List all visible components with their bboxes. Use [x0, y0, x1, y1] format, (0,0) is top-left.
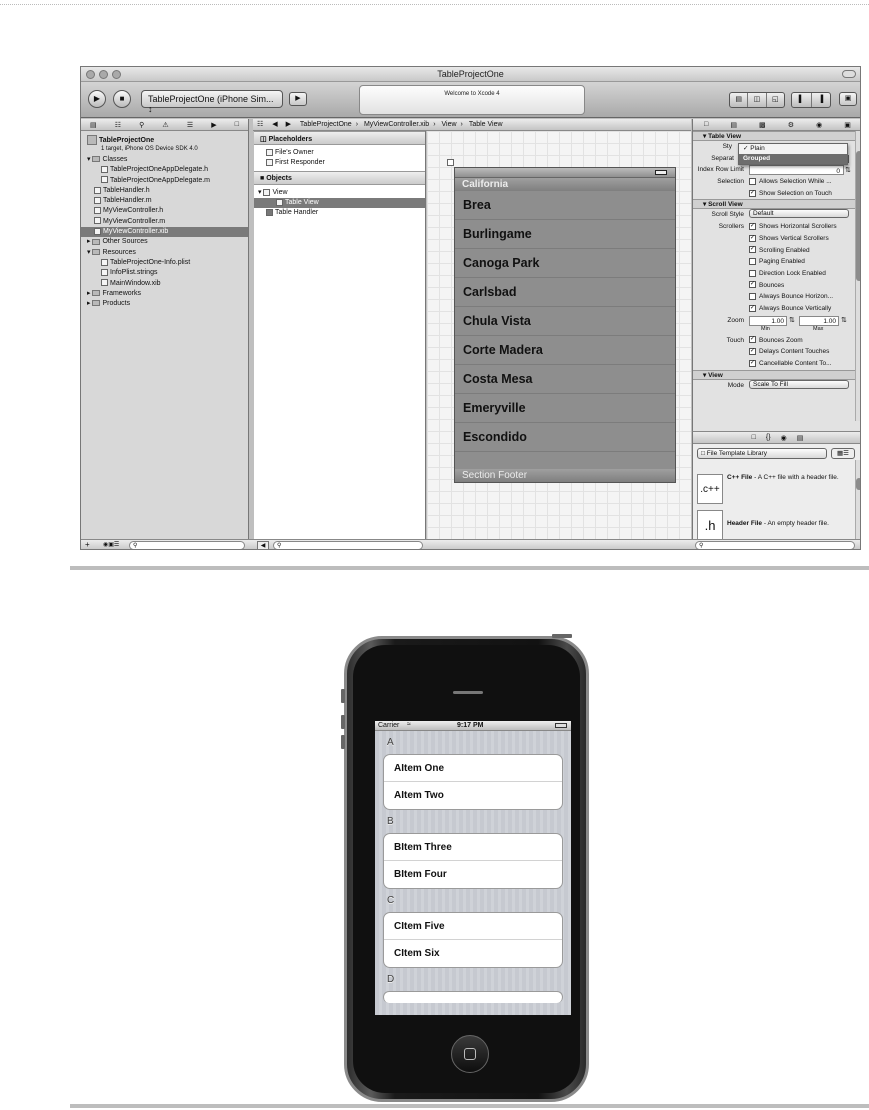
section-header: B [387, 816, 394, 827]
table-view-section-header[interactable]: ▾ Table View [693, 131, 861, 141]
table-cell[interactable]: BItem Three [384, 834, 562, 861]
view-label: View [272, 189, 288, 196]
library-scrollbar[interactable] [855, 460, 861, 540]
add-file-icon[interactable]: + [85, 540, 90, 549]
disclosure-triangle-icon[interactable]: ▾ [87, 248, 93, 256]
outline-toggle-icon[interactable]: ◀ [257, 541, 269, 550]
index-row-limit-row [693, 164, 861, 176]
navigator-selector-bar [81, 119, 248, 131]
top-dotted-border [0, 4, 869, 5]
scroll-style-value: Default [753, 210, 774, 218]
navigator-item[interactable] [81, 248, 248, 258]
preview-table-cell[interactable]: Escondido [455, 423, 675, 452]
delays-content-touches-checkbox[interactable] [749, 346, 829, 358]
placeholders-header [254, 131, 425, 145]
inspector-scrollbar[interactable] [855, 131, 861, 421]
touch-row-3 [693, 358, 861, 370]
navigator-item[interactable] [81, 227, 248, 237]
navigator-item[interactable] [81, 299, 248, 309]
zoom-label: Zoom [727, 316, 744, 324]
table-cell[interactable]: AItem One [384, 755, 562, 782]
scroll-view-section-title: Scroll View [708, 201, 743, 209]
file-icon [94, 187, 101, 194]
search-icon: ⚲ [277, 543, 282, 549]
navigator-item[interactable] [81, 279, 248, 289]
navigator-item[interactable] [81, 268, 248, 278]
scroll-option-label: Scrolling Enabled [759, 246, 810, 254]
debug-navigator-icon[interactable]: ☰ [186, 121, 194, 129]
scroll-option-label: Bounces [759, 281, 785, 289]
scroll-option-checkbox[interactable] [749, 256, 805, 268]
section-header: C [387, 895, 395, 906]
navigator-toggle-icon[interactable]: ▌ [792, 93, 812, 107]
preview-table-cell[interactable]: Costa Mesa [455, 365, 675, 394]
window-title: TableProjectOne [437, 69, 504, 79]
zoom-min-caption: Min [761, 325, 770, 332]
preview-table-cell[interactable]: Emeryville [455, 394, 675, 423]
cpp-file-icon: .c++ [697, 474, 723, 504]
checkbox-icon [749, 270, 756, 277]
view-section-header[interactable]: ▾ View [693, 370, 861, 380]
checkbox-checked-icon: ✓ [750, 189, 756, 196]
file-icon [94, 207, 101, 214]
scroll-option-checkbox[interactable] [749, 280, 784, 292]
home-button-square-icon [464, 1048, 476, 1060]
breakpoint-navigator-icon[interactable]: ▶ [211, 121, 217, 129]
scroll-option-row [693, 268, 861, 280]
view-section-title: View [708, 371, 723, 379]
checkbox-checked-icon: ✓ [750, 234, 756, 241]
checkbox-checked-icon: ✓ [750, 359, 756, 366]
folder-icon [92, 156, 100, 162]
scroll-option-checkbox[interactable] [749, 291, 833, 303]
identity-inspector-icon[interactable]: ▩ [759, 121, 766, 129]
document-outline [254, 131, 426, 539]
toolbar-toggle-button[interactable] [842, 70, 856, 78]
mode-dropdown[interactable] [749, 380, 849, 389]
library-type-value: File Template Library [706, 450, 767, 457]
navigator-item[interactable] [81, 196, 248, 206]
navigator-item[interactable] [81, 206, 248, 216]
bounces-zoom-label: Bounces Zoom [759, 336, 803, 344]
version-editor-icon[interactable]: ◱ [772, 96, 779, 103]
scroll-style-dropdown[interactable] [749, 209, 849, 218]
navigator-item-label: TableProjectOne-Info.plist [110, 258, 191, 266]
bottom-divider [70, 1104, 869, 1108]
preview-section-header: California [455, 178, 675, 191]
preview-table-cell[interactable]: Canoga Park [455, 249, 675, 278]
file-icon [101, 176, 108, 183]
scroll-option-checkbox[interactable] [749, 245, 810, 257]
file-icon [101, 166, 108, 173]
zoom-max-stepper[interactable]: ⇅ [841, 316, 847, 324]
standard-editor-icon[interactable]: ▤ [730, 93, 748, 107]
table-group [383, 754, 563, 810]
style-label: Sty [722, 143, 732, 150]
navigator-item-label: TableProjectOneAppDelegate.m [110, 176, 211, 184]
navigator-item-label: Other Sources [102, 238, 148, 246]
media-library-icon[interactable]: ▤ [796, 434, 804, 442]
mode-row [693, 380, 861, 392]
attributes-inspector-icon[interactable]: ⚙ [787, 121, 795, 129]
touch-label: Touch [726, 336, 744, 344]
scroll-option-checkbox[interactable] [749, 221, 837, 233]
files-owner-label: File's Owner [275, 149, 314, 156]
quick-help-icon[interactable]: ▤ [730, 121, 737, 129]
ringer-switch [341, 689, 345, 703]
organizer-button[interactable]: ▣ [839, 92, 857, 106]
disclosure-triangle-icon[interactable]: ▾ [87, 156, 93, 163]
status-time: 9:17 PM [457, 722, 484, 729]
objects-title: Objects [266, 175, 292, 182]
scrollers-label: Scrollers [718, 223, 744, 231]
navigator-item-label: Frameworks [102, 289, 141, 297]
library-type-icon: □ [701, 450, 707, 457]
file-inspector-icon[interactable]: □ [704, 121, 709, 128]
disclosure-triangle-icon[interactable]: ▸ [87, 300, 93, 308]
library-filter-input[interactable] [695, 541, 855, 550]
navigator-item-label: InfoPlist.strings [110, 269, 158, 277]
outline-row-files-owner[interactable] [254, 148, 425, 158]
outline-row-table-view[interactable] [254, 198, 425, 208]
cancellable-content-touches-checkbox[interactable] [749, 358, 832, 370]
view-toggle-segment[interactable] [791, 92, 831, 108]
jump-bar: ☷ ◀ ▶ TableProjectOne › MyViewController.xib › View › Table View [253, 119, 691, 131]
preview-table-cell[interactable]: Carlsbad [455, 278, 675, 307]
activity-viewer: Welcome to Xcode 4 [359, 85, 585, 115]
touch-row-2 [693, 346, 861, 358]
separator-label: Separat [711, 154, 734, 162]
bottom-bar [81, 539, 860, 550]
view-icon [263, 189, 270, 196]
object-library-icon[interactable]: ◉ [780, 434, 787, 442]
jumpbar-item-project[interactable]: TableProjectOne [299, 121, 352, 128]
table-cell[interactable]: CItem Five [384, 913, 562, 940]
library-scroll-thumb[interactable] [856, 478, 861, 490]
style-popup-menu[interactable] [738, 143, 848, 165]
title-bar [81, 67, 860, 82]
project-navigator-icon[interactable]: ▤ [90, 121, 97, 129]
navigator-filter-input[interactable] [129, 541, 245, 550]
file-tree [81, 131, 248, 311]
library-item-header[interactable] [697, 510, 857, 540]
home-button [451, 1035, 489, 1073]
folder-icon [92, 239, 100, 245]
library-type-dropdown[interactable] [697, 448, 827, 459]
objects-header [254, 171, 425, 185]
back-arrow-icon[interactable]: ◀ [272, 121, 278, 128]
navigator-item[interactable] [81, 258, 248, 268]
navigator-item-label: TableHandler.m [103, 197, 152, 205]
selection-label: Selection [717, 178, 744, 186]
checkbox-icon [749, 178, 756, 185]
scroll-option-label: Always Bounce Horizon... [759, 293, 834, 301]
checkbox-icon [749, 258, 756, 265]
scroll-option-label: Always Bounce Vertically [759, 304, 832, 312]
preview-table-cell[interactable]: Corte Madera [455, 336, 675, 365]
inspector-scroll-thumb[interactable] [856, 151, 861, 281]
table-cell[interactable]: AItem Two [394, 790, 444, 801]
checkbox-checked-icon: ✓ [750, 304, 756, 311]
table-view-preview[interactable] [454, 167, 676, 483]
scroll-option-checkbox[interactable] [749, 233, 829, 245]
table-handler-label: Table Handler [275, 209, 319, 216]
library-item-cpp[interactable] [697, 474, 857, 504]
code-snippet-library-icon[interactable]: {} [765, 434, 771, 441]
related-files-icon[interactable]: ☷ [257, 121, 264, 128]
table-view-section-title: Table View [708, 133, 742, 140]
index-row-limit-stepper[interactable]: ⇅ [845, 167, 851, 175]
stop-button[interactable]: ■ [113, 90, 131, 108]
scroll-option-row [693, 303, 861, 315]
battery-icon [655, 170, 667, 175]
outline-filter-input[interactable] [273, 541, 423, 550]
table-cell[interactable]: CItem Six [394, 948, 440, 959]
bounces-zoom-checkbox[interactable] [749, 335, 803, 347]
zoom-row [693, 315, 861, 335]
disclosure-triangle-icon[interactable]: ▸ [87, 289, 93, 297]
show-selection-label: Show Selection on Touch [759, 189, 832, 197]
show-selection-checkbox[interactable] [749, 188, 832, 200]
navigator-item[interactable] [81, 165, 248, 175]
navigator-item-label: MyViewController.h [103, 207, 164, 215]
table-cell[interactable]: BItem Four [394, 869, 447, 880]
toolbar [81, 82, 860, 118]
navigator-item[interactable] [81, 289, 248, 299]
ib-canvas[interactable] [427, 131, 691, 539]
checkbox-icon [749, 293, 756, 300]
editor-mode-segment[interactable] [729, 92, 785, 108]
scroll-style-label: Scroll Style [711, 211, 744, 219]
battery-icon [555, 723, 567, 728]
grouped-table-view[interactable] [375, 731, 571, 1003]
index-row-limit-label: Index Row Limit [697, 166, 744, 174]
navigator-item[interactable] [81, 176, 248, 186]
project-icon [87, 135, 97, 145]
preview-table-cell[interactable]: Burlingame [455, 220, 675, 249]
log-navigator-icon[interactable]: □ [234, 121, 239, 128]
xcode-window [80, 66, 861, 550]
table-group [383, 991, 563, 1003]
scroll-option-row [693, 280, 861, 292]
first-responder-icon [266, 159, 273, 166]
mode-label: Mode [727, 381, 744, 389]
navigator-item[interactable] [81, 217, 248, 227]
scheme-selector[interactable]: TableProjectOne (iPhone Sim... ↕ [141, 90, 283, 108]
scroll-option-label: Paging Enabled [759, 258, 805, 266]
navigator-item-label: TableProjectOneAppDelegate.h [110, 166, 209, 174]
preview-status-bar [455, 168, 675, 178]
size-inspector-icon[interactable]: ◉ [816, 121, 823, 129]
preview-section-footer: Section Footer [455, 469, 675, 482]
table-view-icon [276, 199, 283, 206]
checkbox-checked-icon: ✓ [750, 222, 756, 229]
allows-selection-label: Allows Selection While ... [759, 178, 832, 186]
symbol-navigator-icon[interactable]: ☷ [114, 121, 122, 129]
navigator-item[interactable] [81, 186, 248, 196]
header-file-title: Header File [727, 520, 763, 527]
disclosure-triangle-icon[interactable]: ▾ [258, 189, 264, 196]
issue-navigator-icon[interactable]: ⚠ [162, 121, 169, 129]
jumpbar-item-file[interactable]: MyViewController.xib [363, 121, 430, 128]
scroll-option-label: Direction Lock Enabled [759, 269, 826, 277]
scroll-option-checkbox[interactable] [749, 303, 831, 315]
outline-row-first-responder[interactable] [254, 158, 425, 168]
search-icon: ⚲ [699, 543, 704, 549]
navigator-item-label: Classes [102, 156, 128, 163]
touch-row-1 [693, 335, 861, 347]
filter-options-icon[interactable]: ◉▣☰ [103, 542, 120, 548]
file-icon [94, 217, 101, 224]
zoom-min-stepper[interactable]: ⇅ [789, 316, 795, 324]
delays-content-touches-label: Delays Content Touches [759, 348, 830, 356]
selection-row [693, 176, 861, 188]
navigator-item[interactable] [81, 155, 248, 165]
preview-rows [455, 191, 675, 452]
run-button[interactable]: ▶ [88, 90, 106, 108]
preview-table-cell[interactable]: Chula Vista [455, 307, 675, 336]
header-file-icon: .h [697, 510, 723, 540]
folder-icon [92, 300, 100, 306]
library-pane [692, 431, 861, 550]
project-navigator [81, 119, 249, 539]
show-selection-row [693, 188, 861, 200]
objects-icon: ■ [260, 175, 267, 182]
cpp-file-title: C++ File [727, 474, 753, 481]
table-group [383, 912, 563, 968]
zoom-max-field[interactable]: 1.00 [799, 316, 839, 326]
wifi-icon: ≈ [407, 721, 411, 728]
sleep-button [552, 634, 572, 638]
volume-up-button [341, 715, 345, 729]
search-navigator-icon[interactable]: ⚲ [139, 121, 145, 129]
navigator-item-label: MyViewController.m [103, 217, 166, 225]
ios-status-bar [375, 721, 571, 731]
section-divider [70, 566, 869, 570]
navigator-item-label: Resources [102, 248, 136, 256]
scroll-option-label: Shows Vertical Scrollers [759, 234, 829, 242]
outline-row-table-handler[interactable] [254, 208, 425, 218]
table-view-label: Table View [285, 199, 319, 206]
mode-value: Scale To Fill [753, 380, 788, 388]
files-owner-icon [266, 149, 273, 156]
utilities-toggle-icon[interactable]: ▐ [818, 96, 824, 103]
project-row[interactable] [81, 133, 248, 155]
folder-icon [92, 249, 100, 255]
style-option-grouped[interactable]: Grouped [739, 154, 847, 164]
file-icon [94, 197, 101, 204]
checkbox-checked-icon: ✓ [750, 348, 756, 355]
cancellable-content-touches-label: Cancellable Content To... [759, 360, 832, 367]
scroll-option-checkbox[interactable] [749, 268, 826, 280]
inspector-selector-bar [693, 119, 861, 131]
checkbox-checked-icon: ✓ [750, 246, 756, 253]
placeholders-icon: ◫ [260, 136, 269, 143]
iphone-screen [375, 721, 571, 1015]
navigator-item[interactable] [81, 237, 248, 247]
zoom-max-caption: Max [813, 325, 824, 332]
navigator-item-label: MainWindow.xib [110, 279, 161, 287]
jumpbar-item-tableview[interactable]: Table View [468, 121, 503, 128]
table-group [383, 833, 563, 889]
scroll-view-section-header[interactable]: ▾ Scroll View [693, 199, 861, 209]
scroll-checks [693, 221, 861, 315]
folder-icon [92, 290, 100, 296]
checkbox-checked-icon: ✓ [750, 336, 756, 343]
file-icon [101, 259, 108, 266]
navigator-item-label: Products [102, 300, 131, 308]
iphone-device [344, 636, 589, 1102]
library-selector-bar [693, 432, 861, 444]
scroll-option-label: Shows Horizontal Scrollers [759, 223, 837, 231]
earpiece-speaker [453, 691, 483, 694]
scroll-option-row [693, 291, 861, 303]
project-name: TableProjectOne [99, 136, 155, 144]
scroll-style-row [693, 209, 861, 221]
navigator-item-label: MyViewController.xib [103, 228, 169, 236]
volume-down-button [341, 735, 345, 749]
file-icon [101, 269, 108, 276]
close-view-icon[interactable] [447, 159, 454, 166]
section-header: D [387, 974, 395, 985]
preview-table-cell[interactable]: Brea [455, 191, 675, 220]
jumpbar-item-view[interactable]: View [441, 121, 457, 128]
style-option-plain[interactable]: ✓ Plain [743, 145, 765, 152]
connections-inspector-icon[interactable]: ▣ [844, 121, 851, 129]
file-icon [94, 228, 101, 235]
file-icon [101, 279, 108, 286]
project-subtitle: 1 target, iPhone OS Device SDK 4.0 [101, 146, 198, 152]
search-icon: ⚲ [133, 543, 138, 549]
carrier-label: Carrier [378, 722, 400, 729]
placeholders-title: Placeholders [268, 136, 313, 143]
checkbox-checked-icon: ✓ [750, 281, 756, 288]
scroll-option-row [693, 233, 861, 245]
outline-row-view[interactable] [254, 188, 425, 198]
allows-selection-checkbox[interactable] [749, 176, 832, 188]
scroll-option-row [693, 221, 861, 233]
disclosure-triangle-icon[interactable]: ▸ [87, 238, 93, 246]
navigator-item-label: TableHandler.h [103, 186, 150, 194]
library-view-toggle[interactable]: ▦☰ [831, 448, 855, 459]
table-handler-icon [266, 209, 273, 216]
forward-arrow-icon[interactable]: ▶ [285, 121, 291, 128]
section-header: A [387, 737, 394, 748]
assistant-editor-icon[interactable]: ◫ [748, 93, 766, 107]
cpp-file-desc: - A C++ file with a header file. [752, 474, 839, 481]
scroll-option-row [693, 256, 861, 268]
file-template-library-icon[interactable]: □ [751, 434, 756, 441]
scroll-option-row [693, 245, 861, 257]
breakpoints-button[interactable]: ▶ [289, 92, 307, 106]
header-file-desc: - An empty header file. [762, 520, 829, 527]
index-row-limit-field[interactable]: 0 [749, 165, 844, 175]
zoom-min-field[interactable]: 1.00 [749, 316, 787, 326]
first-responder-label: First Responder [275, 159, 325, 166]
